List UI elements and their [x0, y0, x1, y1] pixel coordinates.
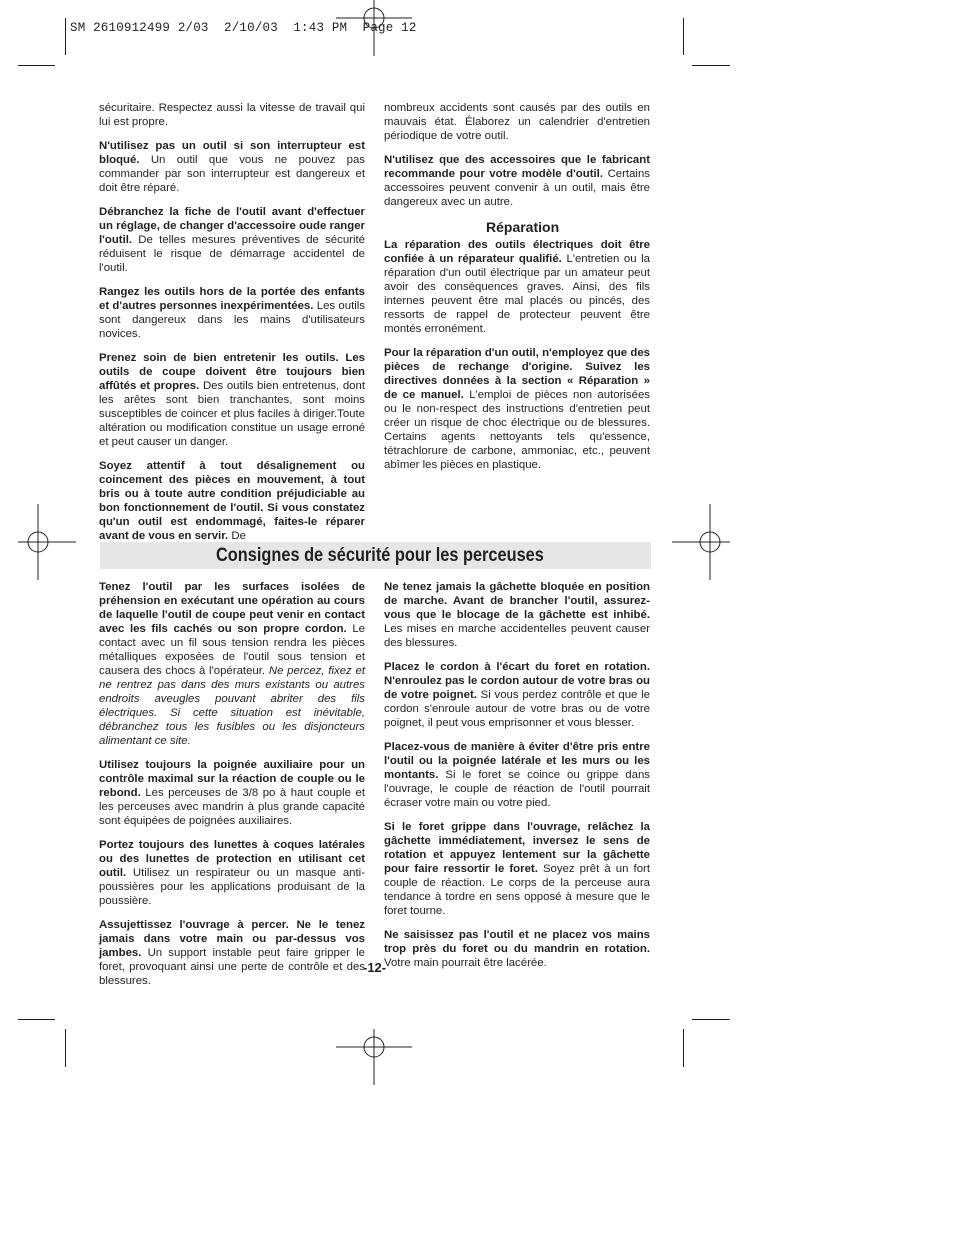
repair-heading: Réparation: [486, 219, 560, 235]
paragraph: Si le foret grippe dans l'ouvrage, relâchez la gâchette immédiatement, inversez le sens de rotation et appuyez lentement sur la gâchette pour faire ressortir le foret. Soyez prêt à un fort couple de réaction. Le corps de la perceuse aura tendance à tordre en sens opposé à mesure que le foret tourne.: [384, 821, 650, 917]
paragraph: Assujettissez l'ouvrage à percer. Ne le tenez jamais dans votre main ou par-dessus vos jambes. Un support instable peut faire gripper le foret, provoquant ainsi une perte de contrôle et des blessures.: [99, 919, 365, 987]
paragraph: Pour la réparation d'un outil, n'employez que des pièces de rechange d'origine. Suivez les directives données à la section « Réparation » de ce manuel. L'emploi de pièces non autorisées ou le non-respect des instructions d'entretien peut créer un risque de choc électrique ou de blessures. Certains agents nettoyants tels qu'essence, tétrachlorure de carbone, ammoniac, etc., peuvent abîmer les pièces en plastique.: [384, 347, 650, 471]
paragraph: nombreux accidents sont causés par des outils en mauvais état. Élaborez un calendrier d'entretien périodique de votre outil.: [384, 102, 650, 142]
section-title: Consignes de sécurité pour les perceuses: [216, 545, 544, 566]
registration-mark-icon: [672, 504, 748, 580]
crop-mark: [692, 1019, 730, 1020]
crop-mark: [65, 18, 66, 55]
paragraph: Portez toujours des lunettes à coques latérales ou des lunettes de protection en utilisant cet outil. Utilisez un respirateur ou un masque anti-poussières pour les applications produisant de la poussière.: [99, 839, 365, 907]
paragraph: Placez-vous de manière à éviter d'être pris entre l'outil ou la poignée latérale et les murs ou les montants. Si le foret se coince ou grippe dans l'ouvrage, le couple de réaction de l'outil pourrait écraser votre main ou votre pied.: [384, 741, 650, 809]
paragraph: Tenez l'outil par les surfaces isolées de préhension en exécutant une opération au cours de laquelle l'outil de coupe peut venir en contact avec les fils cachés ou son propre cordon. Le contact avec un fil sous tension rendra les pièces métalliques exposées de l'outil sous tension et causera des chocs à l'opérateur. Ne percez, fixez et ne rentrez pas dans des murs existants ou autres endroits aveugles pouvant abriter des fils électriques. Si cette situation est inévitable, débranchez tous les fusibles ou les disjoncteurs alimentant ce site.: [99, 581, 366, 747]
crop-mark: [65, 1029, 66, 1067]
paragraph: N'utilisez pas un outil si son interrupteur est bloqué. Un outil que vous ne pouvez pas commander par son interrupteur est dangereux et doit être réparé.: [99, 140, 365, 194]
paragraph: N'utilisez que des accessoires que le fabricant recommande pour votre modèle d'outil. Certains accessoires peuvent convenir à un outil, mais être dangereux avec un autre.: [384, 154, 650, 208]
upper-left-column: [99, 101, 365, 553]
crop-mark: [18, 65, 55, 66]
registration-mark-icon: [336, 1009, 412, 1085]
paragraph: La réparation des outils électriques doit être confiée à un réparateur qualifié. L'entretien ou la réparation d'un outil électrique par un amateur peut avoir des conséquences graves. Ainsi, des fils internes peuvent être mal placés ou pincés, des ressorts de rappel de protecteur peuvent être montés erronément.: [384, 239, 650, 335]
paragraph: Ne saisissez pas l'outil et ne placez vos mains trop près du foret ou du mandrin en rotation. Votre main pourrait être lacérée.: [384, 929, 650, 969]
paragraph: Placez le cordon à l'écart du foret en rotation. N'enroulez pas le cordon autour de votre bras ou de votre poignet. Si vous perdez contrôle et que le cordon s'enroule autour de votre bras ou de votre poignet, il peut vous emprisonner et vous blesser.: [384, 661, 650, 729]
crop-mark: [683, 1029, 684, 1067]
paragraph: Utilisez toujours la poignée auxiliaire pour un contrôle maximal sur la réaction de couple ou le rebond. Les perceuses de 3/8 po à haut couple et les perceuses avec mandrin à plus grande capacité sont équipées de poignées auxiliaires.: [99, 759, 365, 827]
paragraph: Prenez soin de bien entretenir les outils. Les outils de coupe doivent être toujours bien affûtés et propres. Des outils bien entretenus, dont les arêtes sont bien tranchantes, sont moins susceptibles de coincer et plus faciles à diriger.Toute altération ou modification constitue un usage erroné et peut causer un danger.: [99, 352, 366, 448]
lower-right-column: [384, 580, 650, 980]
printer-slug: SM 2610912499 2/03 2/10/03 1:43 PM Page 12: [70, 21, 417, 35]
paragraph: sécuritaire. Respectez aussi la vitesse de travail qui lui est propre.: [99, 102, 365, 128]
crop-mark: [18, 1019, 55, 1020]
registration-mark-icon: [0, 504, 76, 580]
crop-mark: [692, 65, 730, 66]
crop-mark: [683, 18, 684, 55]
paragraph: Soyez attentif à tout désalignement ou coincement des pièces en mouvement, à tout bris ou à toute autre condition préjudiciable au bon fonctionnement de l'outil. Si vous constatez qu'un outil est endommagé, faites-le réparer avant de vous en servir. De: [99, 460, 365, 542]
upper-right-column: [384, 101, 650, 482]
paragraph: Débranchez la fiche de l'outil avant d'effectuer un réglage, de changer d'accessoire oude ranger l'outil. De telles mesures préventives de sécurité réduisent le risque de démarrage accidentel de l'outil.: [99, 206, 365, 274]
page-number: -12-: [363, 960, 387, 975]
registration-mark-icon: [336, 0, 412, 56]
section-banner: [100, 542, 651, 569]
lower-left-column: [99, 580, 365, 998]
paragraph: Rangez les outils hors de la portée des enfants et d'autres personnes inexpérimentées. Les outils sont dangereux dans les mains d'utilisateurs novices.: [99, 286, 365, 340]
paragraph: Ne tenez jamais la gâchette bloquée en position de marche. Avant de brancher l'outil, assurez-vous que le blocage de la gâchette est inhibé. Les mises en marche accidentelles peuvent causer des blessures.: [384, 581, 650, 649]
